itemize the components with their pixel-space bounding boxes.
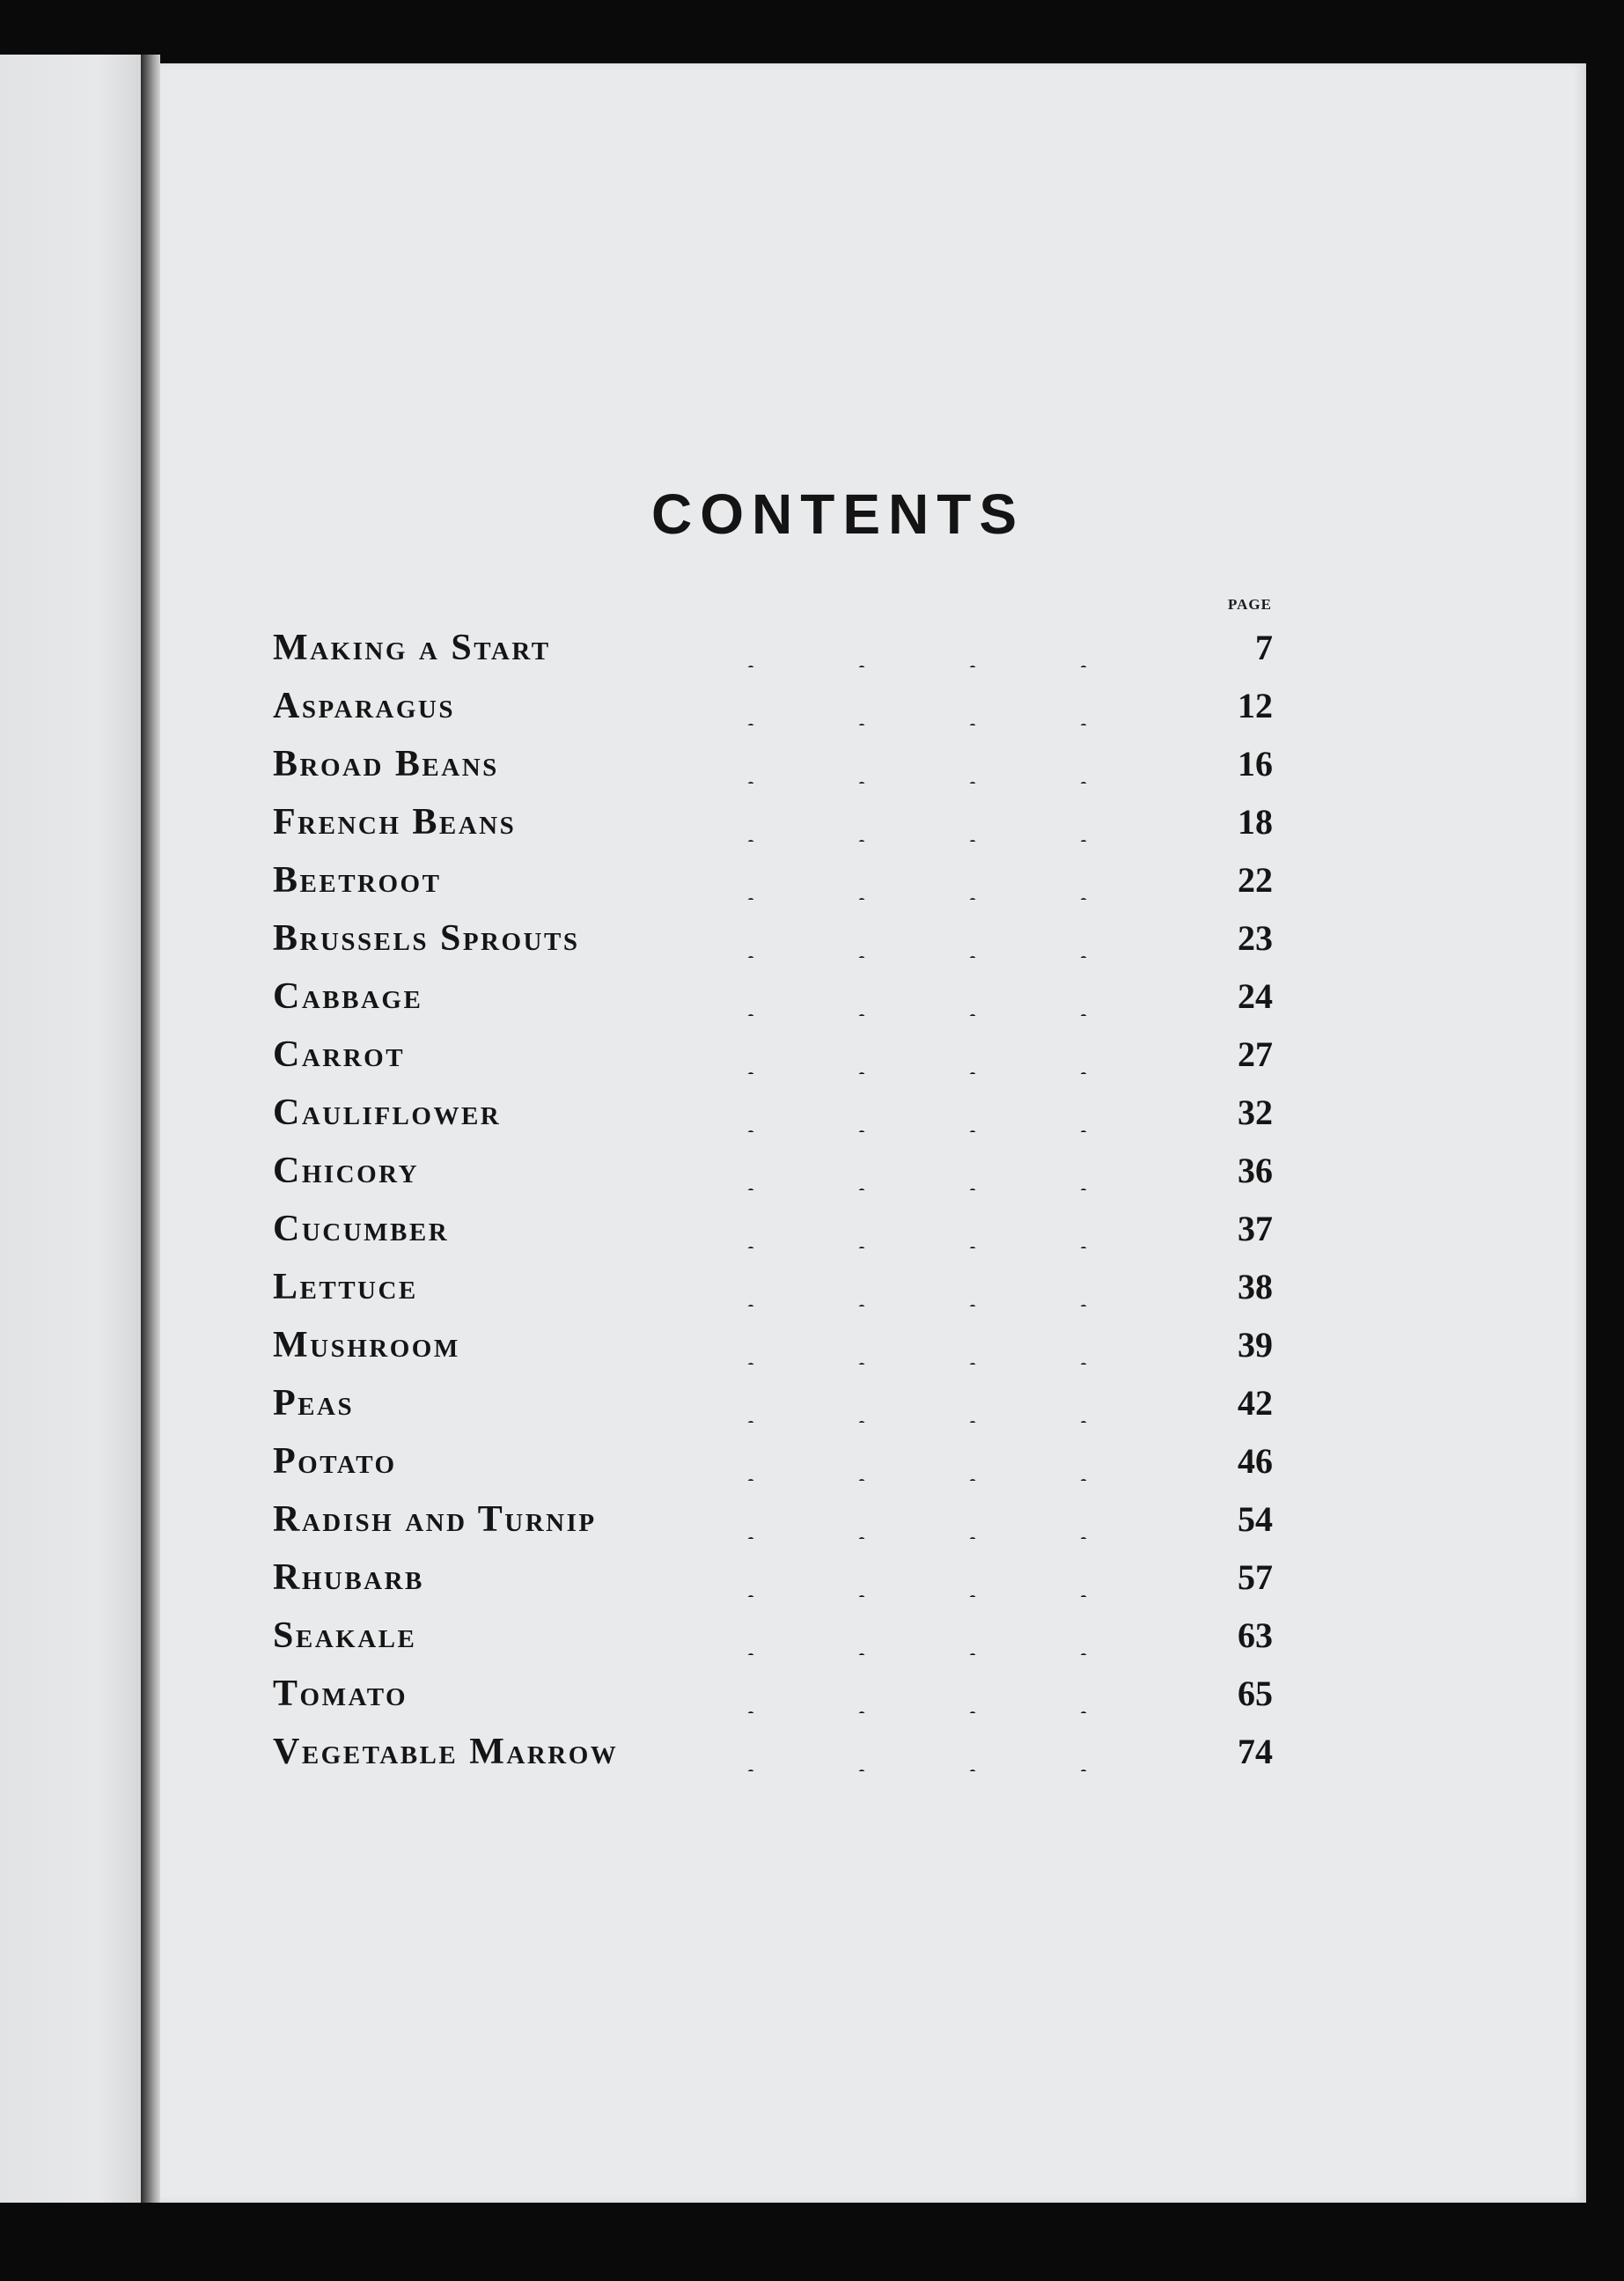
dot-leader [695,1387,1188,1423]
toc-entry-page: 42 [1238,1383,1273,1423]
toc-entry-page: 36 [1238,1151,1273,1190]
toc-entry-title: Broad Beans [273,744,499,784]
toc-entry[interactable] [273,1083,1273,1141]
toc-entry-title: Rhubarb [273,1557,424,1598]
toc-entry[interactable] [273,967,1273,1025]
toc-entry-title: Beetroot [273,860,442,901]
toc-entry[interactable] [273,1664,1273,1722]
dot-leader [695,1155,1188,1190]
dot-leader [695,1620,1188,1655]
toc-entry[interactable] [273,1548,1273,1606]
toc-entry[interactable] [273,792,1273,850]
toc-entry-title: Making a Start [273,628,551,668]
book-gutter [141,55,160,2203]
dot-leader [695,1446,1188,1481]
toc-entry-page: 57 [1238,1557,1273,1597]
toc-entry[interactable] [273,1257,1273,1315]
toc-entry-title: Cauliflower [273,1093,502,1133]
page-title: CONTENTS [651,482,1025,546]
dot-leader [695,806,1188,842]
table-of-contents [273,618,1273,1780]
left-page-edge [0,55,141,2203]
dot-leader [695,865,1188,900]
toc-entry-page: 32 [1238,1093,1273,1132]
toc-entry-page: 7 [1255,628,1273,667]
dot-leader [695,1678,1188,1713]
toc-entry[interactable] [273,1606,1273,1664]
toc-entry[interactable] [273,1431,1273,1490]
dot-leader [695,748,1188,784]
dot-leader [695,923,1188,958]
toc-entry-title: Cucumber [273,1209,450,1249]
toc-entry-title: Peas [273,1383,355,1424]
toc-entry-page: 63 [1238,1615,1273,1655]
toc-entry-page: 46 [1238,1441,1273,1481]
dot-leader [695,1213,1188,1248]
toc-entry-page: 65 [1238,1674,1273,1713]
toc-entry-title: Vegetable Marrow [273,1732,619,1772]
toc-entry[interactable] [273,850,1273,909]
toc-entry-page: 38 [1238,1267,1273,1306]
toc-entry-page: 74 [1238,1732,1273,1771]
toc-entry-page: 37 [1238,1209,1273,1248]
toc-entry-title: Tomato [273,1674,408,1714]
toc-entry-title: Chicory [273,1151,420,1191]
toc-entry-title: Seakale [273,1615,417,1656]
toc-entry-page: 54 [1238,1499,1273,1539]
dot-leader [695,1039,1188,1074]
toc-entry[interactable] [273,1315,1273,1373]
toc-entry[interactable] [273,676,1273,734]
toc-entry[interactable] [273,1199,1273,1257]
toc-entry-title: Carrot [273,1034,406,1075]
toc-entry-page: 27 [1238,1034,1273,1074]
dot-leader [695,1504,1188,1539]
toc-entry-title: Mushroom [273,1325,460,1365]
dot-leader [695,1736,1188,1771]
dot-leader [695,1562,1188,1597]
toc-entry[interactable] [273,909,1273,967]
toc-entry[interactable] [273,1490,1273,1548]
toc-entry[interactable] [273,1373,1273,1431]
toc-entry-title: Cabbage [273,976,423,1017]
toc-entry-title: French Beans [273,802,517,842]
toc-entry-page: 23 [1238,918,1273,958]
toc-entry-title: Brussels Sprouts [273,918,580,959]
toc-entry-page: 16 [1238,744,1273,784]
dot-leader [695,690,1188,725]
dot-leader [695,1271,1188,1306]
toc-entry-title: Asparagus [273,686,455,726]
toc-entry[interactable] [273,1025,1273,1083]
toc-entry-title: Radish and Turnip [273,1499,597,1540]
toc-entry-page: 18 [1238,802,1273,842]
toc-entry-page: 24 [1238,976,1273,1016]
dot-leader [695,1329,1188,1365]
dot-leader [695,632,1188,667]
toc-entry[interactable] [273,1141,1273,1199]
dot-leader [695,981,1188,1016]
dot-leader [695,1097,1188,1132]
toc-entry[interactable] [273,734,1273,792]
toc-entry-page: 12 [1238,686,1273,725]
contents-page [160,63,1586,2203]
page-column-label: PAGE [1228,596,1272,613]
toc-entry[interactable] [273,618,1273,676]
toc-entry[interactable] [273,1722,1273,1780]
toc-entry-page: 22 [1238,860,1273,900]
toc-entry-title: Lettuce [273,1267,418,1307]
toc-entry-page: 39 [1238,1325,1273,1365]
toc-entry-title: Potato [273,1441,397,1482]
